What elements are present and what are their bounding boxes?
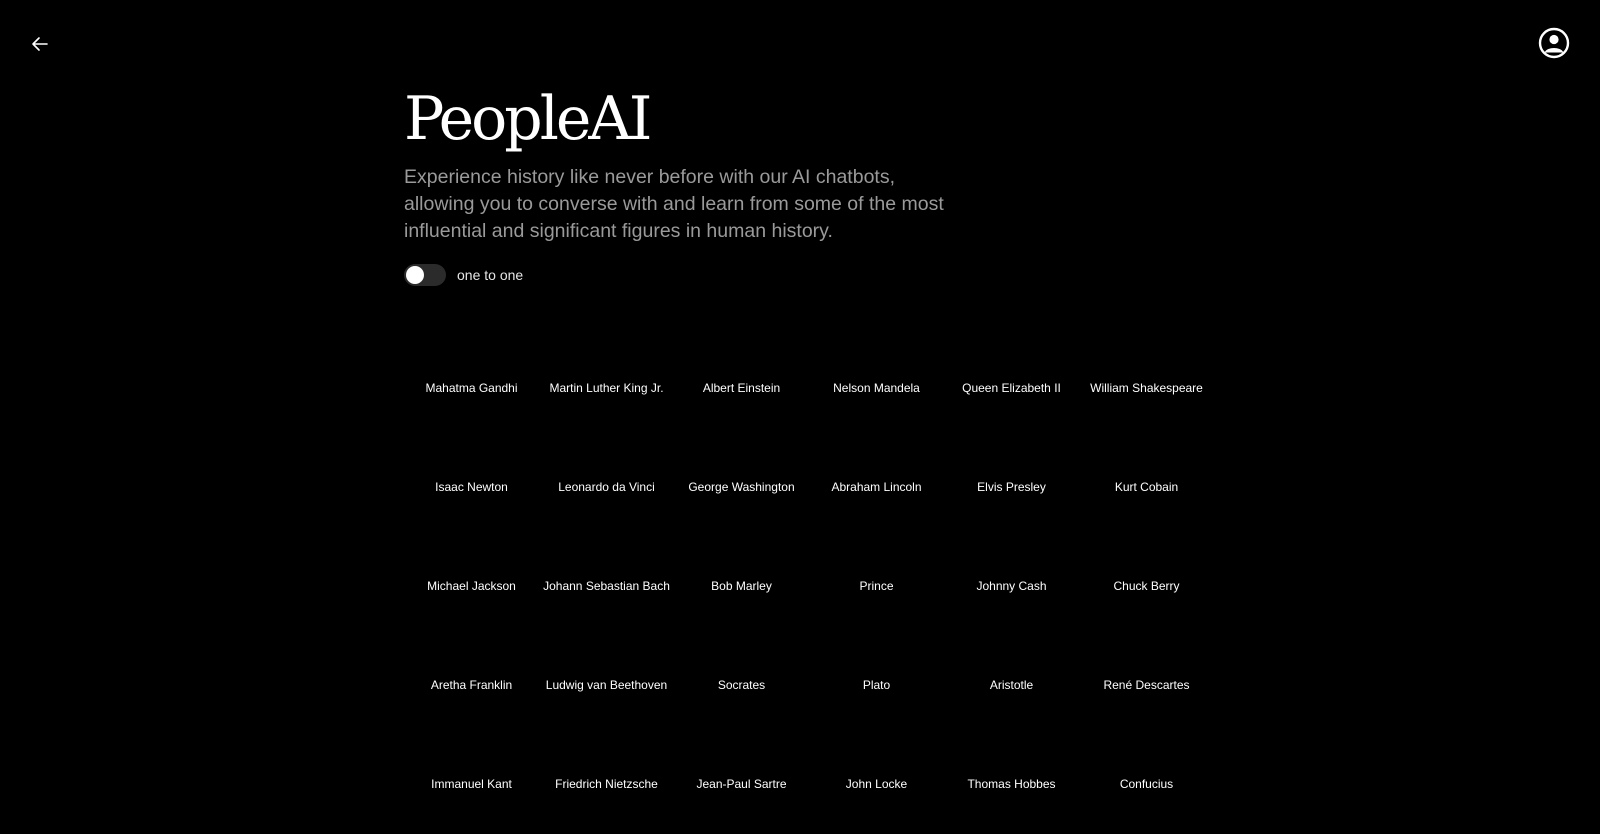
person-card[interactable] — [1079, 643, 1214, 742]
person-name: Prince — [859, 579, 894, 593]
person-name: Abraham Lincoln — [831, 480, 922, 494]
person-name: Chuck Berry — [1113, 579, 1180, 593]
person-name: Aristotle — [989, 678, 1034, 692]
person-card[interactable] — [404, 445, 539, 544]
person-card[interactable] — [539, 643, 674, 742]
person-name: Isaac Newton — [435, 480, 508, 494]
person-card[interactable] — [944, 742, 1079, 834]
people-grid — [404, 346, 1214, 834]
person-name: Plato — [862, 678, 891, 692]
person-card[interactable] — [944, 643, 1079, 742]
person-card[interactable] — [674, 742, 809, 834]
person-card[interactable] — [1079, 544, 1214, 643]
person-card[interactable] — [944, 346, 1079, 445]
page-title: PeopleAI — [404, 84, 650, 154]
person-name: Kurt Cobain — [1114, 480, 1179, 494]
person-name: Leonardo da Vinci — [558, 480, 655, 494]
person-name: Immanuel Kant — [431, 777, 512, 791]
person-card[interactable] — [674, 643, 809, 742]
person-card[interactable] — [1079, 346, 1214, 445]
person-name: Johann Sebastian Bach — [543, 579, 670, 593]
person-card[interactable] — [674, 544, 809, 643]
account-button[interactable] — [1537, 28, 1571, 62]
one-to-one-toggle-row — [404, 263, 964, 287]
person-name: Jean-Paul Sartre — [696, 777, 787, 791]
person-card[interactable] — [539, 742, 674, 834]
person-name: Ludwig van Beethoven — [545, 678, 668, 692]
person-name: Bob Marley — [711, 579, 772, 593]
person-name: René Descartes — [1103, 678, 1190, 692]
person-name: Michael Jackson — [427, 579, 516, 593]
person-name: Socrates — [717, 678, 766, 692]
back-button[interactable] — [28, 34, 52, 58]
person-name: Nelson Mandela — [833, 381, 920, 395]
person-card[interactable] — [1079, 742, 1214, 834]
toggle-label: one to one — [457, 267, 524, 283]
person-card[interactable] — [1079, 445, 1214, 544]
person-name: Elvis Presley — [977, 480, 1046, 494]
person-card[interactable] — [674, 445, 809, 544]
person-card[interactable] — [809, 742, 944, 834]
person-name: Queen Elizabeth II — [962, 381, 1061, 395]
person-card[interactable] — [944, 445, 1079, 544]
person-card[interactable] — [809, 643, 944, 742]
person-name: Martin Luther King Jr. — [549, 381, 664, 395]
person-name: Confucius — [1119, 777, 1174, 791]
user-circle-icon — [1538, 27, 1570, 64]
person-name: Albert Einstein — [702, 381, 781, 395]
person-card[interactable] — [404, 346, 539, 445]
person-name: Mahatma Gandhi — [425, 381, 518, 395]
one-to-one-toggle[interactable] — [404, 264, 446, 286]
person-card[interactable] — [944, 544, 1079, 643]
person-card[interactable] — [404, 643, 539, 742]
person-name: Friedrich Nietzsche — [555, 777, 658, 791]
toggle-knob — [406, 266, 424, 284]
person-name: Thomas Hobbes — [967, 777, 1056, 791]
person-card[interactable] — [809, 544, 944, 643]
person-name: Johnny Cash — [976, 579, 1047, 593]
person-card[interactable] — [539, 346, 674, 445]
arrow-left-icon — [30, 34, 50, 59]
person-card[interactable] — [809, 346, 944, 445]
person-name: George Washington — [688, 480, 795, 494]
person-card[interactable] — [674, 346, 809, 445]
person-name: John Locke — [845, 777, 908, 791]
hero-section — [404, 84, 964, 287]
page-subtitle: Experience history like never before with our AI chatbots, allowing you to converse with and learn from some of the most influential and significant figures in human history. — [404, 166, 944, 242]
person-card[interactable] — [404, 742, 539, 834]
person-card[interactable] — [404, 544, 539, 643]
person-card[interactable] — [539, 544, 674, 643]
person-name: William Shakespeare — [1090, 381, 1203, 395]
person-card[interactable] — [539, 445, 674, 544]
person-card[interactable] — [809, 445, 944, 544]
person-name: Aretha Franklin — [430, 678, 513, 692]
